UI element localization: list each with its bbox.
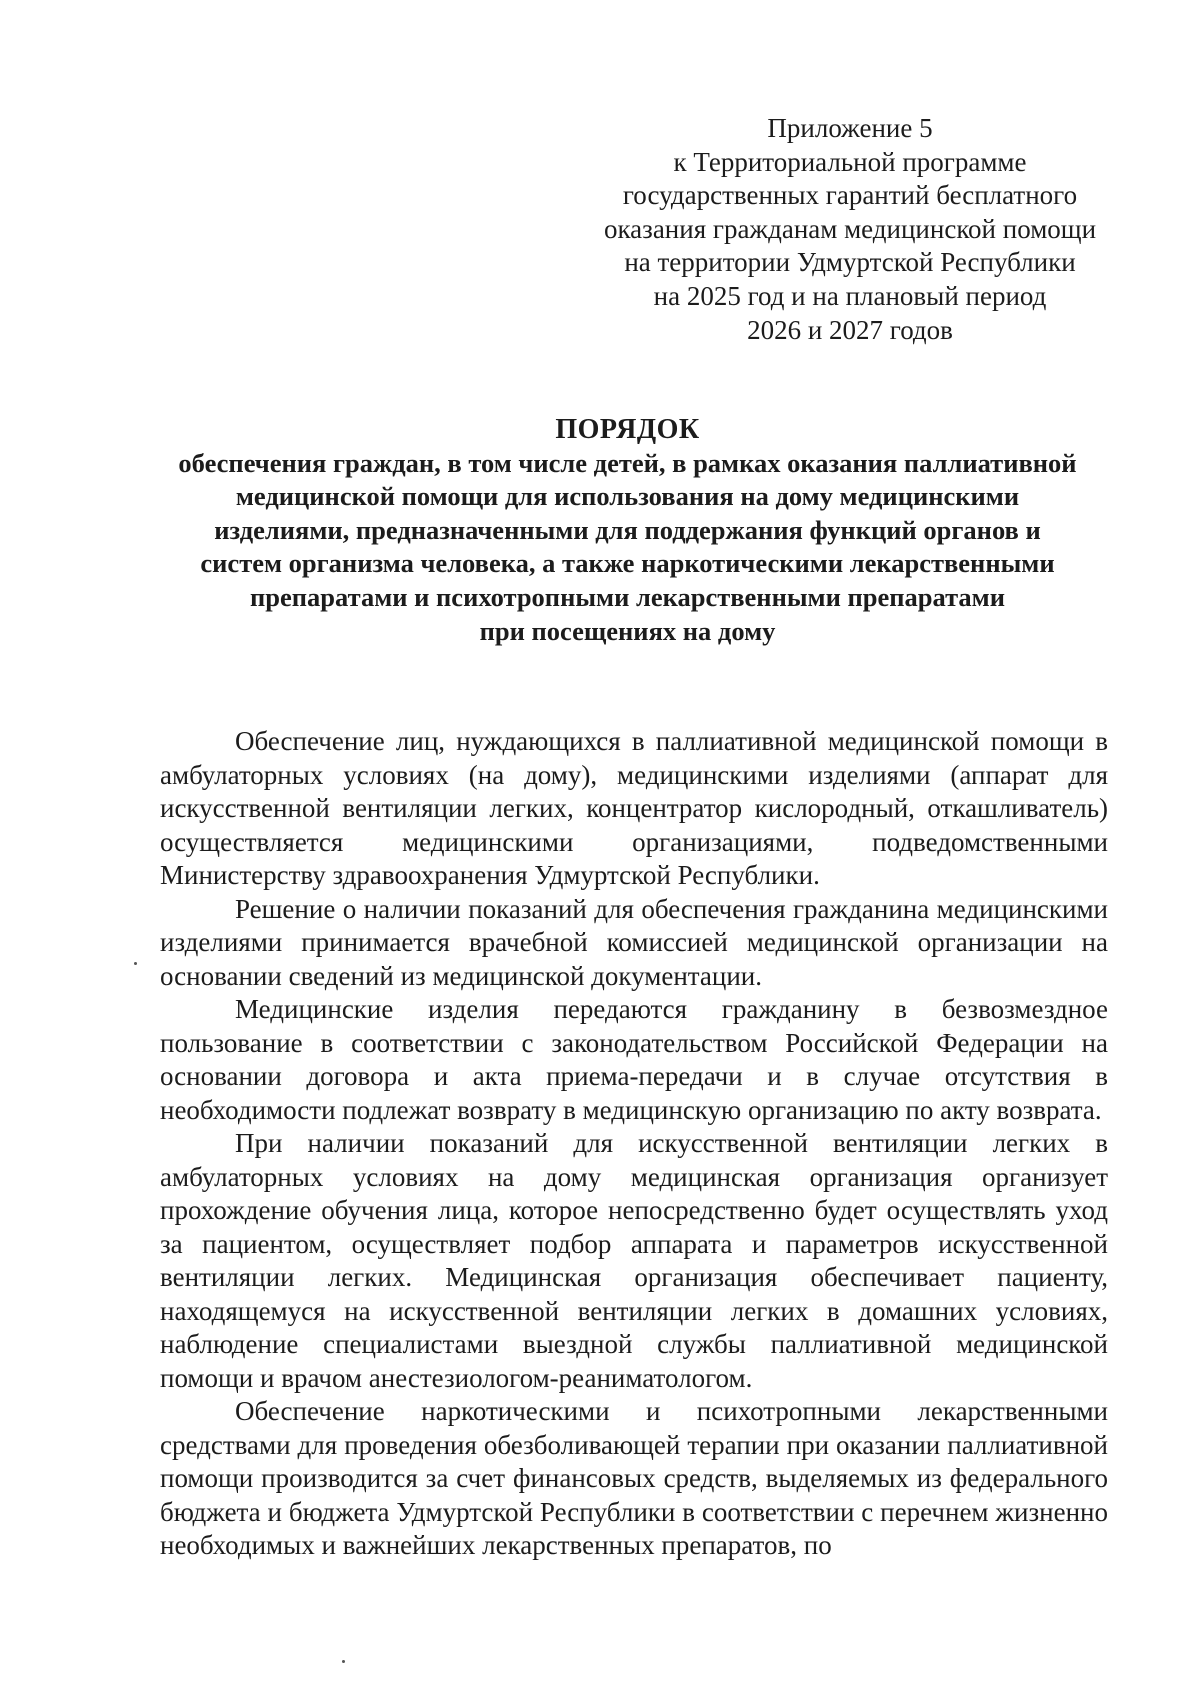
body-paragraph: Решение о наличии показаний для обеспечения гражданина медицинскими изделиями принимается врачебной комиссией медицинской организации на основании сведений из медицинской документации. xyxy=(160,893,1108,991)
document-subtitle-line: изделиями, предназначенными для поддержания функций органов и xyxy=(214,514,1041,545)
document-subtitle-line: препаратами и психотропными лекарственными препаратами xyxy=(250,581,1005,612)
document-subtitle-line: медицинской помощи для использования на дому медицинскими xyxy=(235,481,1020,512)
document-subtitle-line: систем организма человека, а также наркотическими лекарственными xyxy=(200,548,1055,579)
appendix-line: оказания гражданам медицинской помощи xyxy=(603,213,1097,244)
body-paragraph: Обеспечение наркотическими и психотропными лекарственными средствами для проведения обезболивающей терапии при оказании паллиативной помощи производится за счет финансовых средств, выделяемых из федерального бюджета и бюджета Удмуртской Республики в соответствии с перечнем жизненно необходимых и важнейших лекарственных препаратов, по xyxy=(160,1396,1108,1560)
body-paragraph: При наличии показаний для искусственной вентиляции легких в амбулаторных условиях на дому медицинская организация организует прохождение обучения лица, которое непосредственно будет осуществлять уход за пациентом, осуществляет подбор аппарата и параметров искусственной вентиляции легких. Медицинская организация обеспечивает пациенту, находящемуся на искусственной вентиляции легких в домашних условиях, наблюдение специалистами выездной службы паллиативной медицинской помощи и врачом анестезиологом-реаниматологом. xyxy=(160,1128,1108,1393)
appendix-line: государственных гарантий бесплатного xyxy=(622,180,1078,211)
document-title: ПОРЯДОК xyxy=(555,414,700,445)
document-heading xyxy=(150,413,1105,648)
appendix-header xyxy=(580,112,1120,347)
body-paragraph: Обеспечение лиц, нуждающихся в паллиативной медицинской помощи в амбулаторных условиях (на дому), медицинскими изделиями (аппарат для искусственной вентиляции легких, концентратор кислородный, откашливатель) осуществляется медицинскими организациями, подведомственными Министерству здравоохранения Удмуртской Республики. xyxy=(160,726,1108,890)
document-subtitle-line: обеспечения граждан, в том числе детей, в рамках оказания паллиативной xyxy=(178,447,1077,478)
appendix-line: к Территориальной программе xyxy=(673,146,1027,177)
document-body xyxy=(160,725,1108,1563)
appendix-line: на 2025 год и на плановый период xyxy=(653,280,1047,311)
scan-speck xyxy=(342,1660,345,1663)
document-subtitle-line: при посещениях на дому xyxy=(479,615,776,646)
appendix-line: на территории Удмуртской Республики xyxy=(624,247,1076,278)
appendix-line: Приложение 5 xyxy=(767,113,933,143)
scan-speck xyxy=(134,962,137,965)
body-paragraph: Медицинские изделия передаются гражданину в безвозмездное пользование в соответствии с законодательством Российской Федерации на основании договора и акта приема-передачи и в случае отсутствия в необходимости подлежат возврату в медицинскую организацию по акту возврата. xyxy=(160,994,1108,1125)
appendix-line: 2026 и 2027 годов xyxy=(747,314,953,345)
